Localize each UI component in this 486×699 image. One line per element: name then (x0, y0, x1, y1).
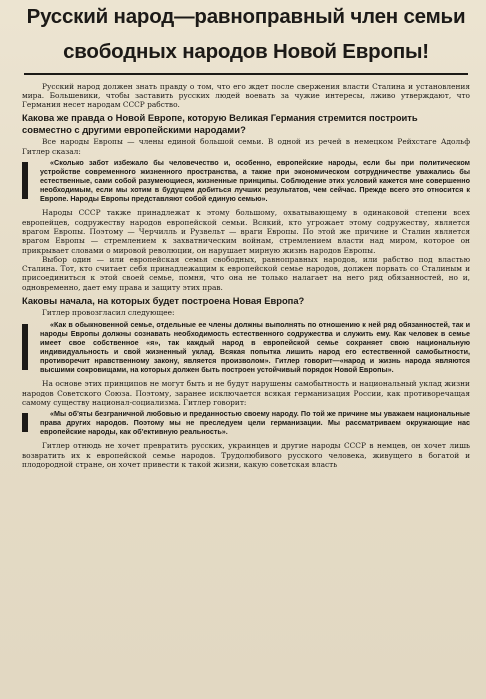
section-2-quote-2-text: «Мы об'яты безграничной любовью и преданностью своему народу. По той же причине мы уважаем национальные права других народов. Поэтому мы не преследуем цели германизации. Мы рассматриваем окружающие нас европейские народы, как об'ективную реальность». (40, 409, 470, 437)
quote-bar (22, 324, 28, 371)
section-2-quote-2 (22, 409, 470, 436)
section-2-paragraph-2: Гитлер отнюдь не хочет превратить русских, украинцев и другие народы СССР в немцев, он хочет лишь возвратить их к европейской семье народов. Трудолюбивого русского человека, живущего в богатой и плодородной стране, он хочет привести к такой жизни, какую советская власть (22, 441, 470, 470)
lead-paragraph: Русский народ должен знать правду о том, что его ждет после свержения власти Сталина и установления мира. Большевики, чтобы заставить русских людей воевать за чужие интересы, лживо утверждают, что Германия несет народам СССР рабство. (22, 81, 470, 110)
section-1-paragraph-1: Народы СССР также принадлежат к этому большому, охватывающему в одинаковой степени всех европейцев, содружеству народов европейской семьи. Всякий, кто угрожает этому содружеству, является врагом Европы. Поэтому — Черчилль и Рузвельт — враги Европы. По этой же причине и Сталин является врагом Европы — стремлением к захватническим войнам, стремлением власти над миром, которое он прикрывает словами о мировой революции, он нарушает мирную жизнь народов Европы. (22, 208, 470, 255)
section-1-intro: Все народы Европы — члены единой большой семьи. В одной из речей в немецком Рейхстаге Адольф Гитлер сказал: (22, 137, 470, 156)
section-1-heading: Какова же правда о Новой Европе, которую Великая Германия стремится построить совместно с другими европейскими народами? (22, 112, 418, 135)
quote-bar (22, 162, 28, 199)
section-2-quote-text: «Как в обыкновенной семье, отдельные ее члены должны выполнять по отношению к ней ряд обязанностей, так и народы Европы должны сознавать необходимость естественного содружества и служить ему. Как человек в семье имеет свое собственное «я», так каждый народ в европейской семье сохраняет свою национальную индивидуальность и свой жизненный уклад. Всякая попытка лишить народ его естественной самобытности, противоречит нравственному закону, является произволом». Гитлер говорит—«народ и жизнь народа являются высшими сокровищами, на которых должен быть построен устойчивый порядок Новой Европы». (40, 319, 470, 375)
section-2-heading: Каковы начала, на которых будет построена Новая Европа? (22, 295, 305, 307)
quote-bar (22, 413, 28, 432)
section-2-quote (22, 320, 470, 375)
section-2-intro: Гитлер провозгласил следующее: (42, 308, 175, 318)
section-1-paragraph-2: Выбор один — или европейская семья свободных, равноправных народов, или рабство под властью Сталина. Тот, кто считает себя принадлежащим к европейской семье народов, должен порвать со Сталиным и присоединиться к этой своей семье, помня, что она не только налагает на него ряд обязанностей, но и, одновременно, дает ему права и защиту этих прав. (22, 254, 470, 292)
section-1-quote-text: «Сколько забот избежало бы человечество и, особенно, европейские народы, если бы при политическом устройстве современного жизненного пространства, а также при экономическом сотрудничестве уважались бы естественные, сами собой разумеющиеся, жизненные принципы. Соблюдение этих условий кажется мне совершенно необходимым, если мы хотим в будущем добиться лучших результатов, чем сейчас. Прежде всего это относится к Европе. Народы Европы представляют собой единую семью». (40, 157, 470, 204)
section-1-quote (22, 158, 470, 203)
headline-rule (24, 73, 468, 75)
headline-line-1: Русский народ—равноправный член семьи (26, 5, 466, 28)
headline-line-2: свободных народов Новой Европы! (63, 40, 429, 63)
section-2-paragraph-1: На основе этих принципов не могут быть и не будут нарушены самобытность и национальный уклад жизни народов Советского Союза. Поэтому, заранее исключается всякая германизация России, как противоречащая самому существу национал-социализма. Гитлер говорит: (22, 379, 470, 407)
